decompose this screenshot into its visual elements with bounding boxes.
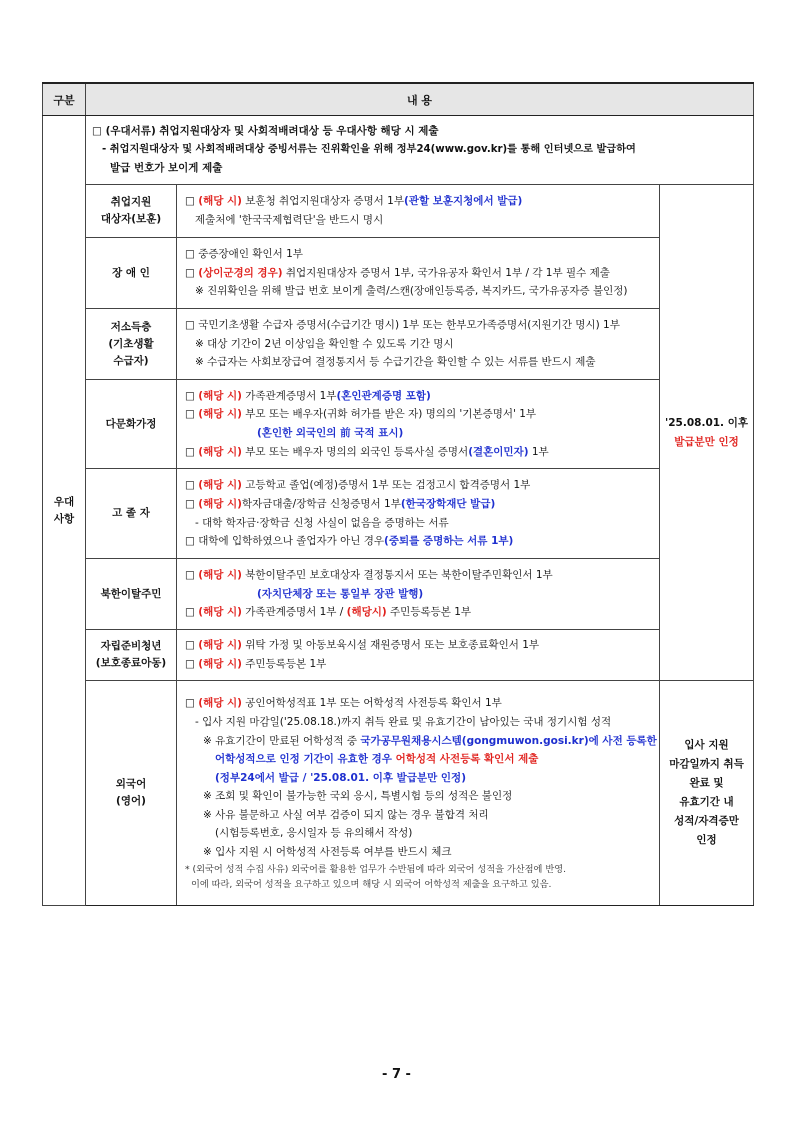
category-lowincome: 저소득층 (기초생활 수급자) [86,309,177,380]
intro-line-2: - 취업지원대상자 및 사회적배려대상 증빙서류는 진위확인을 위해 정부24(www.gov.kr)를 통해 인터넷으로 발급하여 [102,143,636,155]
intro-line-1: □ (우대서류) 취업지원대상자 및 사회적배려대상 등 우대사항 해당 시 제출 [92,125,439,138]
category-veteran: 취업지원 대상자(보훈) [86,185,177,238]
intro-line-3: 발급 번호가 보이게 제출 [110,162,223,175]
content-veteran: □ (해당 시) 보훈청 취업지원대상자 증명서 1부(관할 보훈지청에서 발급) 제출처에 '한국국제협력단'을 반드시 명시 [177,185,660,238]
preference-table [42,82,754,906]
category-language: 외국어 (영어) [86,681,177,906]
category-youth: 자립준비청년 (보호종료아동) [86,630,177,681]
page-number: - 7 - [382,1067,411,1082]
content-multicultural: □ (해당 시) 가족관계증명서 1부(혼인관계증명 포함) □ (해당 시) 부모 또는 배우자(귀화 허가를 받은 자) 명의의 '기본증명서' 1부 (혼인한 외국인의 前 국적 표시) □ (해당 시) 부모 또는 배우자 명의의 외국인 등록사실 증명서(결혼이민자) 1부 [177,380,660,469]
content-highschool: □ (해당 시) 고등학교 졸업(예정)증명서 1부 또는 검정고시 합격증명서 1부 □ (해당 시)학자금대출/장학금 신청증명서 1부(한국장학재단 발급) - 대학 학자금·장학금 신청 사실이 없음을 증명하는 서류 □ 대학에 입학하였으나 졸업자가 아닌 경우(중퇴를 증명하는 서류 1부) [177,469,660,559]
category-highschool: 고 졸 자 [86,469,177,559]
category-multicultural: 다문화가정 [86,380,177,469]
content-language: □ (해당 시) 공인어학성적표 1부 또는 어학성적 사전등록 확인서 1부 - 입사 지원 마감일('25.08.18.)까지 취득 완료 및 유효기간이 남아있는 국내 정기시험 성적 ※ 유효기간이 만료된 어학성적 중 국가공무원채용시스템(gongmuwon.gosi.kr)에 사전 등록한 어학성적으로 인정 기간이 유효한 경우 어학성적 사전등록 확인서 제출 (정부24에서 발급 / '25.08.01. 이후 발급분만 인정) ※ 조회 및 확인이 불가능한 국외 응시, 특별시험 등의 성적은 불인정 ※ 사유 불문하고 사실 여부 검증이 되지 않는 경우 불합격 처리 (시험등록번호, 응시일자 등 유의해서 작성) ※ 입사 지원 시 어학성적 사전등록 여부를 반드시 체크 * (외국어 성적 수집 사유) 외국어를 활용한 업무가 수반됨에 따라 외국어 성적을 가산점에 반영. 이에 따라, 외국어 성적을 요구하고 있으며 해당 시 외국어 어학성적 제출을 요구하고 있음. [177,681,660,906]
header-category: 구분 [43,83,86,116]
category-defector: 북한이탈주민 [86,559,177,630]
side-note-validity: 입사 지원 마감일까지 취득 완료 및 유효기간 내 성적/자격증만 인정 [660,681,754,906]
intro-block [86,116,754,185]
category-disabled: 장 애 인 [86,238,177,309]
header-content: 내 용 [86,83,754,116]
content-defector: □ (해당 시) 북한이탈주민 보호대상자 결정통지서 또는 북한이탈주민확인서 1부 (자치단체장 또는 통일부 장관 발행) □ (해당 시) 가족관계증명서 1부 / (해당시) 주민등록등본 1부 [177,559,660,630]
section-label: 우대 사항 [43,116,86,906]
side-note-issue-date: '25.08.01. 이후 발급분만 인정 [660,185,754,681]
content-disabled: □ 중증장애인 확인서 1부 □ (상이군경의 경우) 취업지원대상자 증명서 1부, 국가유공자 확인서 1부 / 각 1부 필수 제출 ※ 진위확인을 위해 발급 번호 보이게 출력/스캔(장애인등록증, 복지카드, 국가유공자증 불인정) [177,238,660,309]
content-youth: □ (해당 시) 위탁 가정 및 아동보육시설 재원증명서 또는 보호종료확인서 1부 □ (해당 시) 주민등록등본 1부 [177,630,660,681]
content-lowincome: □ 국민기초생활 수급자 증명서(수급기간 명시) 1부 또는 한부모가족증명서(지원기간 명시) 1부 ※ 대상 기간이 2년 이상임을 확인할 수 있도록 기간 명시 ※ 수급자는 사회보장급여 결정통지서 등 수급기간을 확인할 수 있는 서류를 반드시 제출 [177,309,660,380]
